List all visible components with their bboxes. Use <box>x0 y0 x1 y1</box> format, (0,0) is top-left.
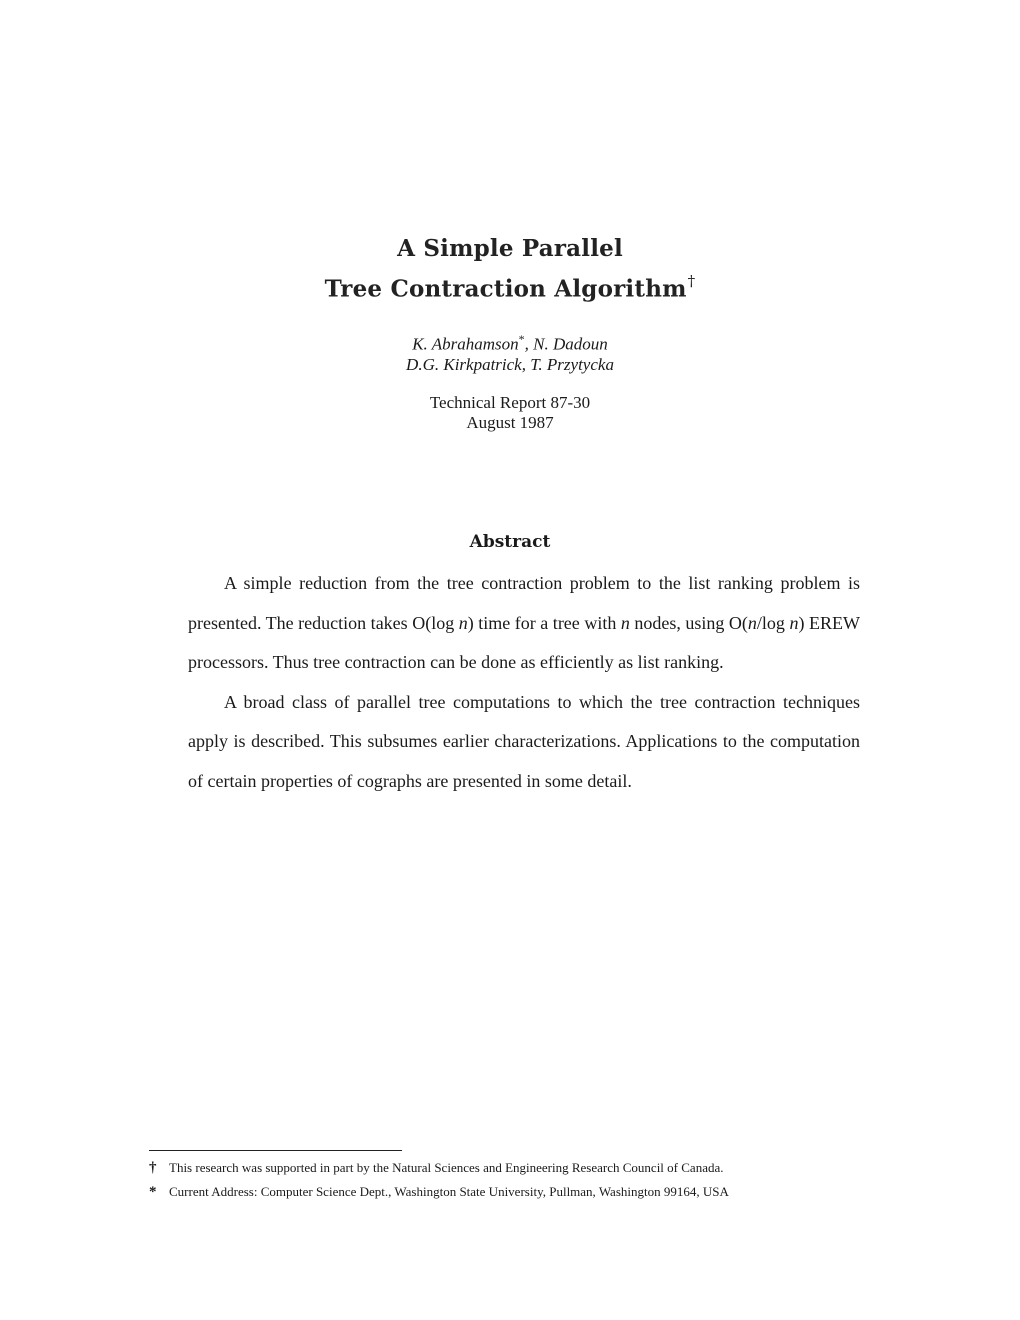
footnote-funding <box>149 1156 889 1180</box>
report-info <box>0 393 1020 433</box>
report-number: Technical Report 87-30 <box>429 393 591 412</box>
author-affiliation-mark: * <box>518 332 525 346</box>
footnote-address-text: Current Address: Computer Science Dept., Washington State University, Pullman, Washington 99164, USA <box>169 1184 729 1199</box>
title-line-1: A Simple Parallel <box>397 235 623 262</box>
title-line-2: Tree Contraction Algorithm† <box>324 272 696 303</box>
paper-title <box>0 232 1020 307</box>
abstract-heading: Abstract <box>469 532 551 552</box>
footnote-asterisk-mark: * <box>149 1184 157 1200</box>
report-date: August 1987 <box>466 413 554 432</box>
author-line-1: K. Abrahamson*, N. Dadoun <box>412 332 608 354</box>
footnote-dagger-mark: † <box>149 1160 157 1176</box>
abstract-paragraph-2: A broad class of parallel tree computations to which the tree contraction techniques apply is described. This subsumes earlier characterizations. Applications to the computation of certain properties of cographs are presented in some detail. <box>188 691 860 791</box>
footnote-address <box>149 1180 889 1204</box>
title-dagger-mark: † <box>687 272 696 290</box>
footnote-funding-text: This research was supported in part by the Natural Sciences and Engineering Research Council of Canada. <box>169 1160 724 1175</box>
abstract-body <box>188 564 860 801</box>
footnote-divider <box>149 1150 402 1151</box>
footnotes <box>149 1156 889 1204</box>
author-line-2: D.G. Kirkpatrick, T. Przytycka <box>406 354 614 374</box>
abstract-paragraph-1: A simple reduction from the tree contraction problem to the list ranking problem is presented. The reduction takes O(log n) time for a tree with n nodes, using O(n/log n) EREW processors. Thus tree contraction can be done as efficiently as list ranking. <box>188 573 860 672</box>
author-list <box>0 329 1020 375</box>
